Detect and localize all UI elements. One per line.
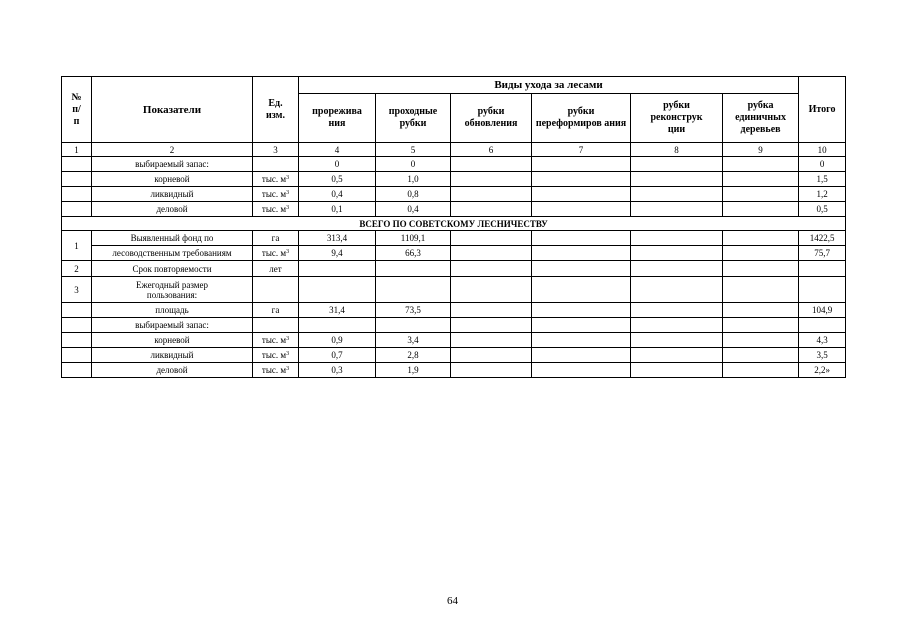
header-col-6: рубки обновления (451, 94, 532, 143)
superscript: 3 (286, 175, 290, 181)
row-label: деловой (92, 202, 253, 217)
row-unit: тыс. $м^3$ (253, 172, 299, 187)
header-indicators: Показатели (92, 77, 253, 143)
row-label: ликвидный (92, 187, 253, 202)
column-number: 1 (62, 143, 92, 157)
cell-value: 1109,1 (376, 231, 451, 246)
header-total: Итого (799, 77, 846, 143)
cell-total: 75,7 (799, 246, 846, 261)
cell-total: 2,2» (799, 363, 846, 378)
table-row (62, 303, 846, 318)
table-row (62, 333, 846, 348)
row-unit: тыс. $м^3$ (253, 202, 299, 217)
column-number: 2 (92, 143, 253, 157)
header-group: Виды ухода за лесами (299, 77, 799, 94)
row-label: площадь (92, 303, 253, 318)
row-unit: тыс. $м^3$ (253, 187, 299, 202)
row-label: деловой (92, 363, 253, 378)
cell-value: 0,3 (299, 363, 376, 378)
column-number: 4 (299, 143, 376, 157)
cell-value (376, 318, 451, 333)
row-unit (253, 157, 299, 172)
cell-value: 9,4 (299, 246, 376, 261)
table-row (62, 348, 846, 363)
table-row (62, 246, 846, 261)
row-unit: тыс. $м^3$ (253, 333, 299, 348)
table-row (62, 202, 846, 217)
cell-value: 0,4 (376, 202, 451, 217)
cell-total: 3,5 (799, 348, 846, 363)
cell-value: 66,3 (376, 246, 451, 261)
table-row (62, 187, 846, 202)
row-unit: тыс. $м^3$ (253, 246, 299, 261)
column-numbers-row (62, 143, 846, 157)
cell-value: 0,1 (299, 202, 376, 217)
header-col-4: прорежива ния (299, 94, 376, 143)
header-col-9: рубка единичных деревьев (723, 94, 799, 143)
row-label: лесоводственным требованиям (92, 246, 253, 261)
row-number: 2 (62, 261, 92, 277)
cell-value: 0,7 (299, 348, 376, 363)
section-row (62, 217, 846, 231)
superscript: 3 (286, 190, 290, 196)
superscript: 3 (286, 336, 290, 342)
header-col-8: рубки реконструк ции (631, 94, 723, 143)
row-unit: тыс. $м^3$ (253, 363, 299, 378)
cell-value: 0,5 (299, 172, 376, 187)
header-unit: Ед. изм. (253, 77, 299, 143)
row-number: 3 (62, 277, 92, 303)
cell-value: 31,4 (299, 303, 376, 318)
cell-value: 73,5 (376, 303, 451, 318)
section-title: ВСЕГО ПО СОВЕТСКОМУ ЛЕСНИЧЕСТВУ (62, 217, 846, 231)
row-unit: га (253, 231, 299, 246)
column-number: 9 (723, 143, 799, 157)
row-label: корневой (92, 333, 253, 348)
row-label: Срок повторяемости (92, 261, 253, 277)
row-number: 1 (62, 231, 92, 261)
column-number: 6 (451, 143, 532, 157)
superscript: 3 (286, 205, 290, 211)
table-row (62, 277, 846, 303)
column-number: 8 (631, 143, 723, 157)
cell-total: 4,3 (799, 333, 846, 348)
cell-value: 0 (299, 157, 376, 172)
cell-value: 0 (376, 157, 451, 172)
cell-value (299, 318, 376, 333)
cell-value: 2,8 (376, 348, 451, 363)
row-label: выбираемый запас: (92, 157, 253, 172)
cell-total (799, 318, 846, 333)
table-row (62, 172, 846, 187)
cell-total: 0 (799, 157, 846, 172)
column-number: 7 (532, 143, 631, 157)
cell-total: 1,2 (799, 187, 846, 202)
cell-value: 313,4 (299, 231, 376, 246)
cell-total: 1,5 (799, 172, 846, 187)
cell-value: 0,8 (376, 187, 451, 202)
header-num: № п/п (62, 77, 92, 143)
row-label: Выявленный фонд по (92, 231, 253, 246)
row-label: корневой (92, 172, 253, 187)
table-row (62, 261, 846, 277)
page-number: 64 (447, 595, 458, 607)
superscript: 3 (286, 249, 290, 255)
row-label: выбираемый запас: (92, 318, 253, 333)
cell-value: 1,9 (376, 363, 451, 378)
header-col-5: проходные рубки (376, 94, 451, 143)
cell-total: 104,9 (799, 303, 846, 318)
row-label: ликвидный (92, 348, 253, 363)
table-row (62, 157, 846, 172)
table-row (62, 318, 846, 333)
row-unit: тыс. $м^3$ (253, 348, 299, 363)
header-col-7: рубки переформиров ания (532, 94, 631, 143)
cell-total: 0,5 (799, 202, 846, 217)
cell-value: 1,0 (376, 172, 451, 187)
cell-value: 0,9 (299, 333, 376, 348)
cell-value: 3,4 (376, 333, 451, 348)
cell-total: 1422,5 (799, 231, 846, 246)
row-unit: лет (253, 261, 299, 277)
row-unit: га (253, 303, 299, 318)
column-number: 5 (376, 143, 451, 157)
superscript: 3 (286, 351, 290, 357)
column-number: 3 (253, 143, 299, 157)
forest-care-table (61, 76, 846, 378)
table-row (62, 231, 846, 246)
column-number: 10 (799, 143, 846, 157)
superscript: 3 (286, 366, 290, 372)
table-row (62, 363, 846, 378)
row-label: Ежегодный размер пользования: (92, 277, 253, 303)
cell-value: 0,4 (299, 187, 376, 202)
row-unit (253, 318, 299, 333)
